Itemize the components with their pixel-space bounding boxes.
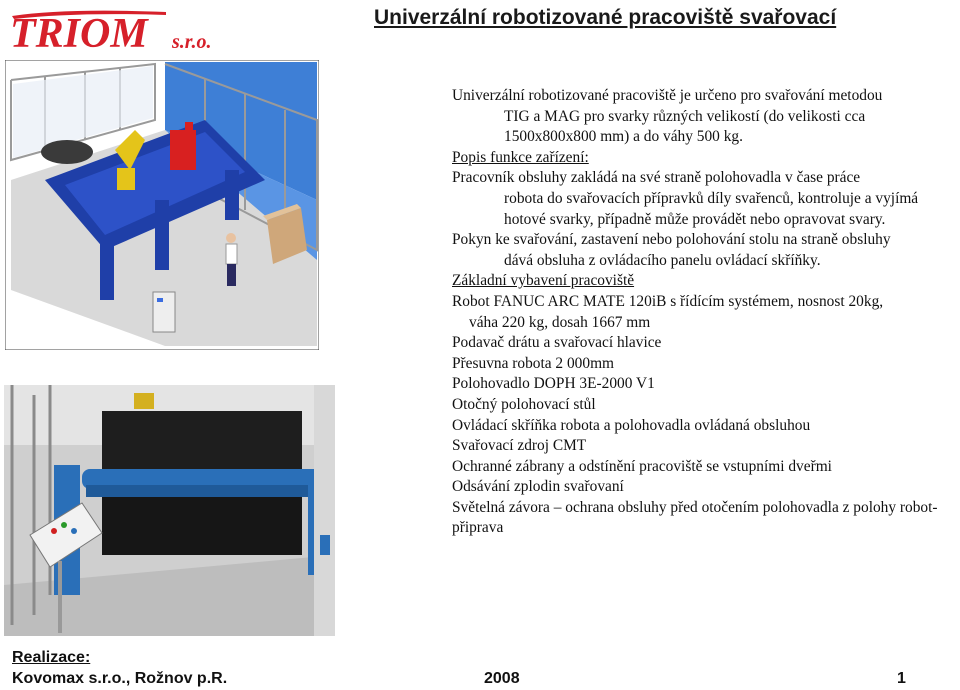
company-logo xyxy=(6,6,238,52)
equipment-item: Svařovací zdroj CMT xyxy=(452,437,587,455)
function-p1-rest: robota do svařovacích přípravků díly svařenců, kontroluje a vyjímá hotové svarky, případně může provádět nebo opravovat svary. xyxy=(504,189,919,228)
equipment-item: váha 220 kg, dosah 1667 mm xyxy=(469,313,651,331)
function-paragraph-1 xyxy=(452,168,957,230)
footer-year: 2008 xyxy=(484,670,520,687)
function-p2-rest: dává obsluha z ovládacího panelu ovládací skříňky. xyxy=(504,251,821,269)
equipment-item: Ovládací skříňka robota a polohovadla ovládaná obsluhou xyxy=(452,416,811,434)
description-block xyxy=(452,86,957,539)
equipment-item: Otočný polohovací stůl xyxy=(452,395,596,413)
workstation-3d-render xyxy=(5,60,319,350)
logo-brand: TRIOM xyxy=(10,11,148,52)
footer-company: Kovomax s.r.o., Rožnov p.R. xyxy=(12,670,228,687)
equipment-item: Ochranné zábrany a odstínění pracoviště se vstupními dveřmi xyxy=(452,457,832,475)
page-number: 1 xyxy=(897,670,906,687)
equipment-item: Odsávání zplodin svařovaní xyxy=(452,478,624,496)
equipment-item: Podavač drátu a svařovací hlavice xyxy=(452,334,662,352)
realizace-label: Realizace: xyxy=(12,649,91,666)
equipment-item: Robot FANUC ARC MATE 120iB s řídícím systémem, nosnost 20kg, xyxy=(452,292,884,310)
function-paragraph-2 xyxy=(452,230,957,271)
equipment-heading: Základní vybavení pracoviště xyxy=(452,272,635,290)
page-title: Univerzální robotizované pracoviště svařovací xyxy=(374,6,837,29)
workstation-photo xyxy=(4,385,335,636)
equipment-item: Polohovadlo DOPH 3E-2000 V1 xyxy=(452,375,655,393)
equipment-item: Světelná závora – ochrana obsluhy před otočením polohovadla z polohy robot-připrava xyxy=(452,498,938,537)
intro-first-line: Univerzální robotizované pracoviště je určeno pro svařování metodou xyxy=(452,87,883,104)
function-heading: Popis funkce zařízení: xyxy=(452,148,589,166)
function-p2-first: Pokyn ke svařování, zastavení nebo polohování stolu na straně obsluhy xyxy=(452,231,891,249)
equipment-item: Přesuvna robota 2 000mm xyxy=(452,354,615,372)
logo-suffix: s.r.o. xyxy=(172,31,212,52)
function-p1-first: Pracovník obsluhy zakládá na své straně polohovadla v čase práce xyxy=(452,169,861,187)
intro-paragraph xyxy=(452,86,957,148)
intro-rest: TIG a MAG pro svarky různých velikostí (do velikosti cca 1500x800x800 mm) a do váhy 500 kg. xyxy=(504,107,866,146)
